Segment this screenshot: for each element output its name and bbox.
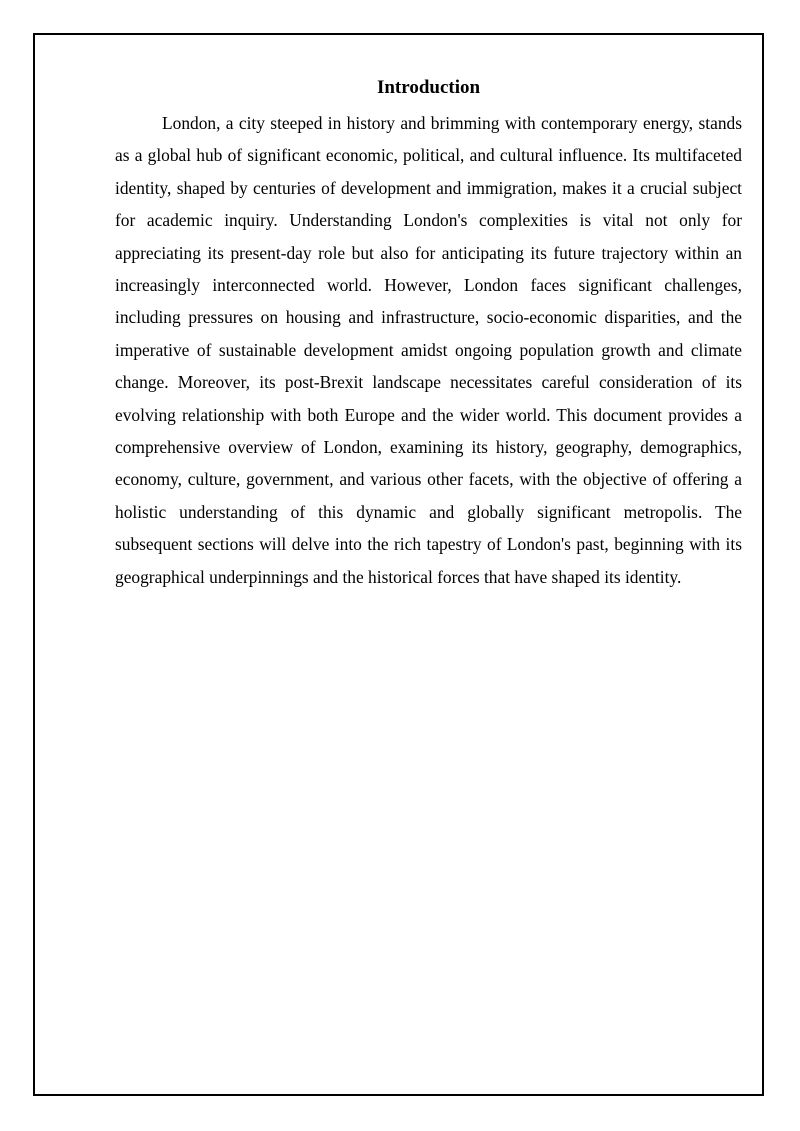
section-heading: Introduction (376, 77, 481, 98)
intro-paragraph: London, a city steeped in history and brimming with contemporary energy, stands as a global hub of significant economic, political, and cultural influence. Its multifaceted identity, shaped by centuries of development and immigration, makes it a crucial subject for academic inquiry. Understanding London's complexities is vital not only for appreciating its present-day role but also for anticipating its future trajectory within an increasingly interconnected world. However, London faces significant challenges, including pressures on housing and infrastructure, socio-economic disparities, and the imperative of sustainable development amidst ongoing population growth and climate change. Moreover, its post-Brexit landscape necessitates careful consideration of its evolving relationship with both Europe and the wider world. This document provides a comprehensive overview of London, examining its history, geography, demographics, economy, culture, government, and various other facets, with the objective of offering a holistic understanding of this dynamic and globally significant metropolis. The subsequent sections will delve into the rich tapestry of London's past, beginning with its geographical underpinnings and the historical forces that have shaped its identity. (115, 113, 742, 587)
document-body (115, 75, 742, 593)
